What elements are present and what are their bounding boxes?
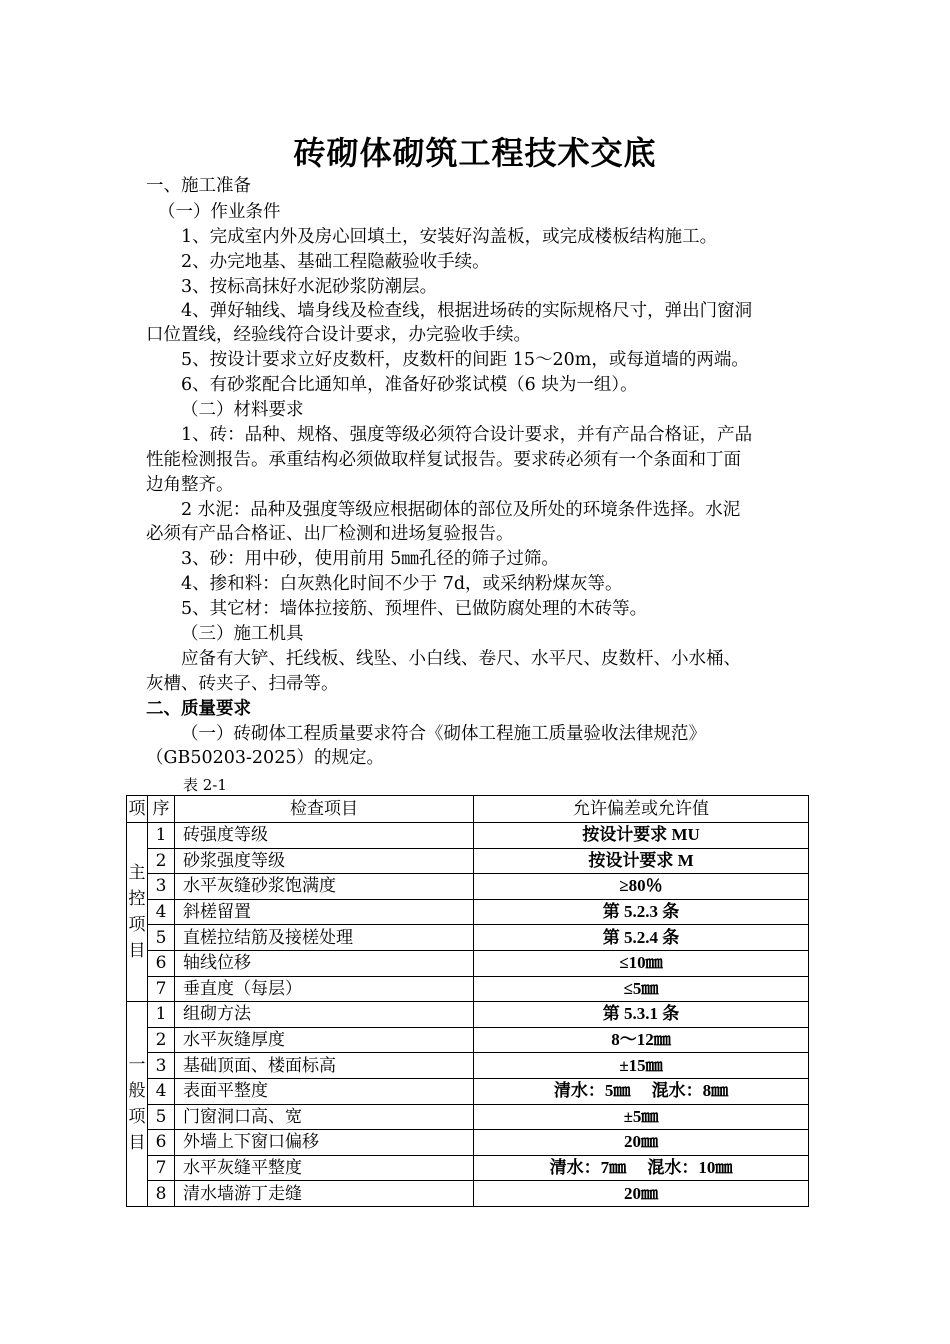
row-number: 5 [148,925,175,951]
paragraph-line: 4、掺和料：白灰熟化时间不少于 7d，或采纳粉煤灰等。 [181,574,623,594]
paragraph-line: 2 水泥：品种及强度等级应根据砌体的部位及所处的环境条件选择。水泥 [181,500,741,520]
group-label-general: 一 般 项 目 [127,1002,148,1207]
row-item: 外墙上下窗口偏移 [175,1130,474,1156]
row-value: 第 5.3.1 条 [474,1002,809,1028]
paragraph-line: （GB50203-2025）的规定。 [146,748,384,768]
table-row [127,1027,809,1053]
subheading-construction-tools: （三）施工机具 [181,624,304,644]
paragraph-line: 3、按标高抹好水泥砂浆防潮层。 [181,277,438,297]
row-value: 按设计要求 M [474,848,809,874]
row-number: 4 [148,899,175,925]
row-item: 表面平整度 [175,1078,474,1104]
page-title: 砖砌体砌筑工程技术交底 [293,134,657,172]
row-item: 斜槎留置 [175,899,474,925]
group-label-main-control: 主 控 项 目 [127,823,148,1002]
row-number: 6 [148,950,175,976]
row-number: 7 [148,976,175,1002]
paragraph-line: 1、砖：品种、规格、强度等级必须符合设计要求，并有产品合格证，产品 [181,425,753,445]
table-row [127,976,809,1002]
paragraph-line: 必须有产品合格证、出厂检测和进场复验报告。 [146,524,514,544]
header-allowed-value: 允许偏差或允许值 [474,796,809,823]
row-value: ≥80％ [474,874,809,900]
table-row [127,925,809,951]
section-heading-quality: 二、质量要求 [146,699,251,719]
table-header-row [127,796,809,823]
row-value: ≤5㎜ [474,976,809,1002]
row-number: 3 [148,1053,175,1079]
header-number: 序 [148,796,175,823]
row-item: 水平灰缝厚度 [175,1027,474,1053]
row-number: 2 [148,1027,175,1053]
row-number: 5 [148,1104,175,1130]
subheading-work-conditions: （一）作业条件 [158,202,281,222]
row-value: 20㎜ [474,1130,809,1156]
row-value: ≤10㎜ [474,950,809,976]
section-heading-preparation: 一、施工准备 [146,176,251,196]
row-item: 垂直度（每层） [175,976,474,1002]
quality-table [126,795,809,1207]
paragraph-line: 1、完成室内外及房心回填土，安装好沟盖板，或完成楼板结构施工。 [181,227,718,247]
table-row [127,1130,809,1156]
row-item: 轴线位移 [175,950,474,976]
row-number: 3 [148,874,175,900]
row-number: 2 [148,848,175,874]
row-number: 7 [148,1155,175,1181]
subheading-material-requirements: （二）材料要求 [181,400,304,420]
row-item: 清水墙游丁走缝 [175,1181,474,1207]
row-item: 直槎拉结筋及接槎处理 [175,925,474,951]
table-row [127,899,809,925]
table-row [127,950,809,976]
row-value: 20㎜ [474,1181,809,1207]
paragraph-line: （一）砖砌体工程质量要求符合《砌体工程施工质量验收法律规范》 [181,724,706,744]
paragraph-line: 3、砂：用中砂，使用前用 5㎜孔径的筛子过筛。 [181,549,559,569]
paragraph-line: 4、弹好轴线、墙身线及检查线，根据进场砖的实际规格尺寸，弹出门窗洞 [181,301,753,321]
row-item: 砂浆强度等级 [175,848,474,874]
row-number: 8 [148,1181,175,1207]
row-value: 清水：7㎜ 混水：10㎜ [474,1155,809,1181]
row-number: 6 [148,1130,175,1156]
table-row [127,823,809,849]
table-row [127,1053,809,1079]
row-value: 8～12㎜ [474,1027,809,1053]
paragraph-line: 5、按设计要求立好皮数杆，皮数杆的间距 15～20m，或每道墙的两端。 [181,350,749,370]
table-row [127,1078,809,1104]
row-number: 4 [148,1078,175,1104]
paragraph-line: 性能检测报告。承重结构必须做取样复试报告。要求砖必须有一个条面和丁面 [146,450,741,470]
table-caption: 表 2-1 [183,776,227,794]
paragraph-line: 灰槽、砖夹子、扫帚等。 [146,674,339,694]
header-category: 项 [127,796,148,823]
table-row [127,1155,809,1181]
table-row [127,1181,809,1207]
row-value: 第 5.2.4 条 [474,925,809,951]
table-row [127,874,809,900]
table-row [127,848,809,874]
table-row [127,1104,809,1130]
row-value: ±5㎜ [474,1104,809,1130]
row-item: 砖强度等级 [175,823,474,849]
row-number: 1 [148,823,175,849]
row-item: 组砌方法 [175,1002,474,1028]
paragraph-line: 5、其它材：墙体拉接筋、预埋件、已做防腐处理的木砖等。 [181,599,648,619]
paragraph-line: 边角整齐。 [146,475,234,495]
table-row [127,1002,809,1028]
row-value: 按设计要求 MU [474,823,809,849]
paragraph-line: 2、办完地基、基础工程隐蔽验收手续。 [181,252,490,272]
row-item: 门窗洞口高、宽 [175,1104,474,1130]
row-item: 基础顶面、楼面标高 [175,1053,474,1079]
row-value: 清水：5㎜ 混水：8㎜ [474,1078,809,1104]
paragraph-line: 口位置线，经验线符合设计要求，办完验收手续。 [146,325,531,345]
row-value: 第 5.2.3 条 [474,899,809,925]
row-value: ±15㎜ [474,1053,809,1079]
row-number: 1 [148,1002,175,1028]
paragraph-line: 应备有大铲、托线板、线坠、小白线、卷尺、水平尺、皮数杆、小水桶、 [181,649,741,669]
header-check-item: 检查项目 [175,796,474,823]
paragraph-line: 6、有砂浆配合比通知单，准备好砂浆试模（6 块为一组）。 [181,375,638,395]
row-item: 水平灰缝砂浆饱满度 [175,874,474,900]
row-item: 水平灰缝平整度 [175,1155,474,1181]
